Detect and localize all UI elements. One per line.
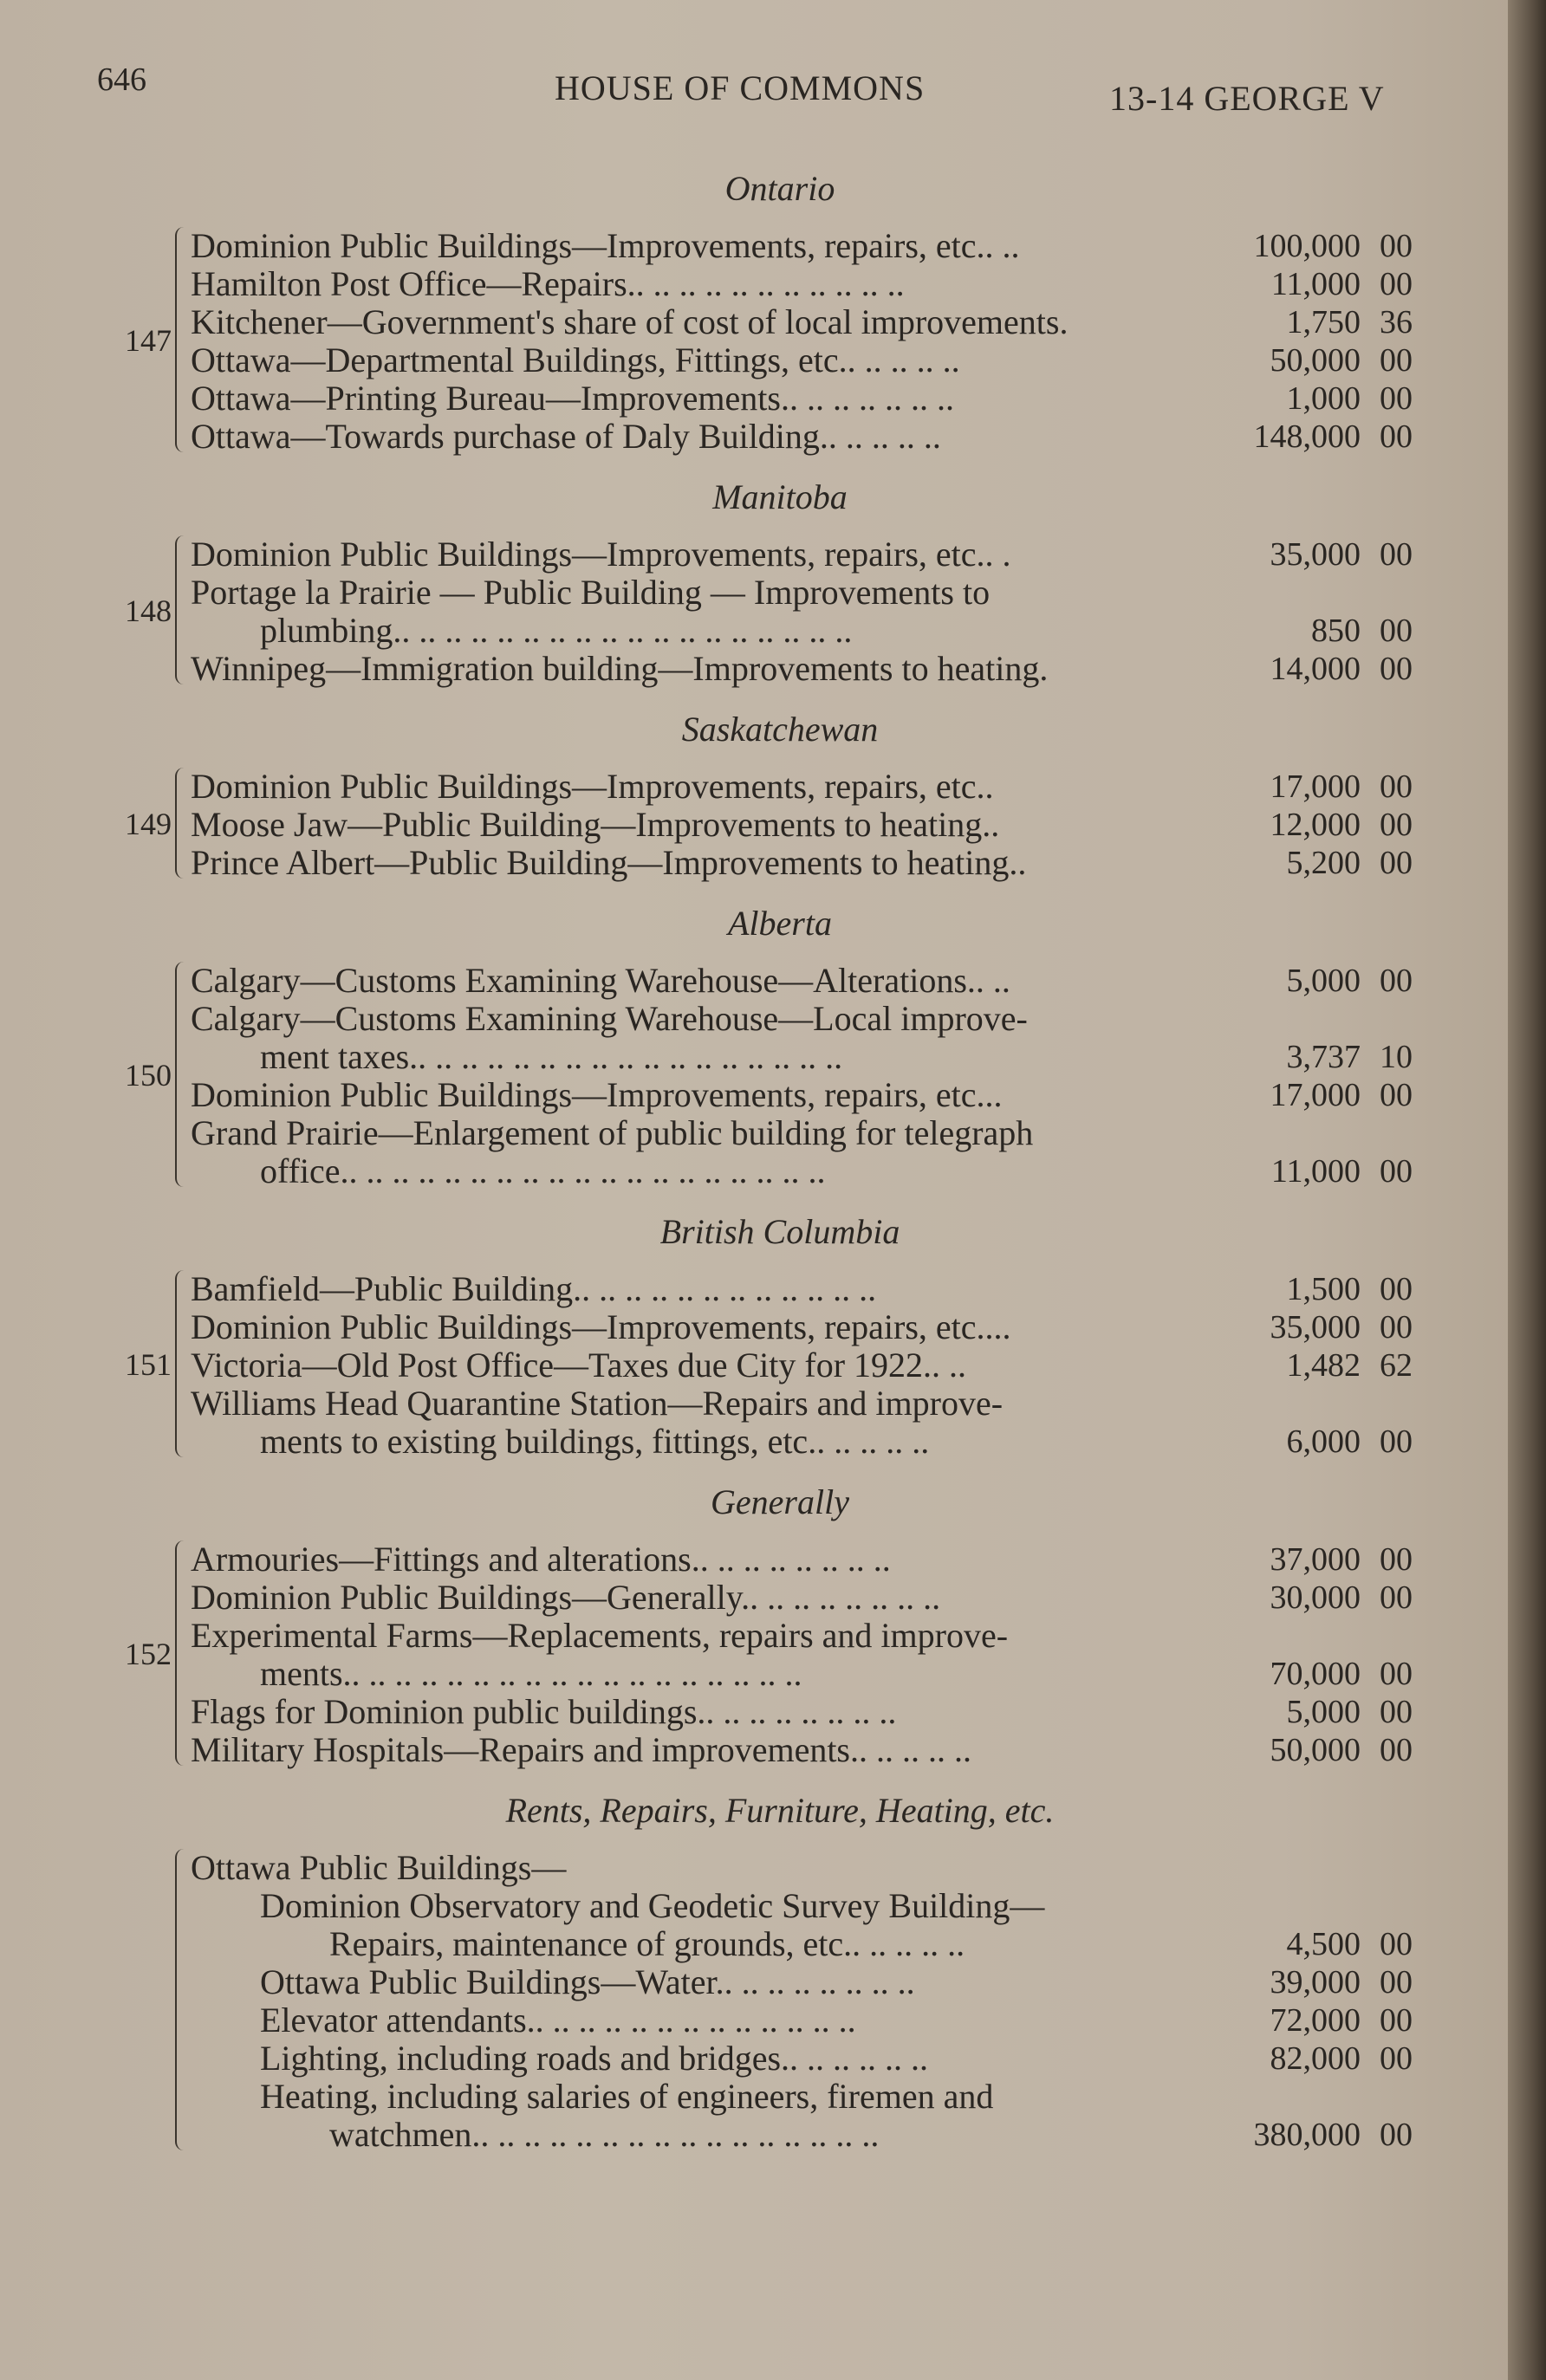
section-title: Generally: [711, 1482, 849, 1521]
item-amount: [1205, 1579, 1413, 1617]
item-amount: [1205, 768, 1413, 806]
vote-group: [87, 535, 1439, 688]
amount-dollars: 14,000: [1270, 651, 1361, 687]
amount-cents: 00: [1380, 1656, 1413, 1692]
amount-cents: 00: [1380, 807, 1413, 843]
amount-cents: 00: [1380, 2002, 1413, 2039]
amount-dollars: 82,000: [1270, 2040, 1361, 2077]
item-line: Repairs, maintenance of grounds, etc.. .. .. .. ..: [329, 1925, 965, 1963]
vote-group: [87, 768, 1439, 882]
item-description: [191, 806, 1205, 844]
amount-dollars: 11,000: [1270, 266, 1361, 302]
item-line: plumbing.. .. .. .. .. .. .. .. .. .. .. .. .. .. .. .. .. ..: [260, 612, 853, 650]
vote-number: 152: [125, 1637, 172, 1671]
item-line: Grand Prairie—Enlargement of public building for telegraph: [191, 1114, 1034, 1152]
item-description: [191, 2040, 1205, 2078]
amount-cents: 00: [1380, 1423, 1413, 1460]
item-line: Ottawa—Printing Bureau—Improvements.. .. .. .. .. .. ..: [191, 379, 954, 418]
section-title: Manitoba: [712, 477, 848, 516]
item-amount: [1205, 227, 1413, 265]
amount-dollars: 4,500: [1286, 1926, 1361, 1962]
amount-cents: 00: [1380, 380, 1413, 417]
estimates-content: [0, 147, 1508, 2154]
item-amount: [1205, 535, 1413, 574]
item-line: Dominion Public Buildings—Generally.. .. .. .. .. .. .. ..: [191, 1579, 941, 1617]
item-amount: [1205, 2116, 1413, 2154]
item-line: Experimental Farms—Replacements, repairs and improve-: [191, 1617, 1009, 1655]
item-description: [191, 1308, 1205, 1346]
item-line: Heating, including salaries of engineers, firemen and: [260, 2078, 994, 2116]
item-amount: [1205, 418, 1413, 456]
item-line: Winnipeg—Immigration building—Improvements to heating.: [191, 650, 1049, 688]
estimate-item: [191, 1114, 1439, 1190]
amount-dollars: 1,482: [1286, 1347, 1361, 1384]
amount-cents: 00: [1380, 1579, 1413, 1616]
vote-group: [87, 1270, 1439, 1461]
estimate-item: [191, 379, 1439, 418]
vote-number: 147: [125, 323, 172, 358]
item-amount: [1205, 1423, 1413, 1461]
item-description: [191, 1963, 1205, 2001]
estimate-item: [191, 303, 1439, 341]
item-amount: [1205, 1346, 1413, 1385]
amount-cents: 00: [1380, 1309, 1413, 1346]
amount-cents: 62: [1380, 1347, 1413, 1384]
vote-number: 149: [125, 807, 172, 841]
item-line: ments to existing buildings, fittings, etc.. .. .. .. ..: [260, 1423, 930, 1461]
amount-cents: 00: [1380, 1964, 1413, 2001]
section-title: Saskatchewan: [681, 710, 879, 749]
item-line: Armouries—Fittings and alterations.. .. .. .. .. .. .. ..: [191, 1540, 891, 1579]
item-amount: [1205, 1731, 1413, 1769]
item-description: [191, 1579, 1205, 1617]
page-number: 646: [97, 62, 146, 98]
section-title: British Columbia: [659, 1212, 900, 1251]
amount-dollars: 39,000: [1270, 1964, 1361, 2001]
estimate-item: [191, 1731, 1439, 1769]
item-description: [191, 418, 1205, 456]
amount-dollars: 30,000: [1270, 1579, 1361, 1616]
amount-dollars: 850: [1311, 613, 1361, 649]
amount-cents: 00: [1380, 613, 1413, 649]
item-line: office.. .. .. .. .. .. .. .. .. .. .. .. .. .. .. .. .. .. ..: [260, 1152, 826, 1190]
item-amount: [1205, 379, 1413, 418]
amount-dollars: 148,000: [1253, 418, 1361, 455]
estimate-item: [191, 844, 1439, 882]
estimate-item: [191, 1579, 1439, 1617]
amount-cents: 00: [1380, 963, 1413, 999]
estimate-item: [191, 574, 1439, 650]
item-amount: [1205, 1693, 1413, 1731]
amount-dollars: 35,000: [1270, 1309, 1361, 1346]
estimate-item: [191, 265, 1439, 303]
amount-dollars: 70,000: [1270, 1656, 1361, 1692]
vote-number: 151: [125, 1347, 172, 1382]
amount-dollars: 1,750: [1286, 304, 1361, 340]
item-line: Williams Head Quarantine Station—Repairs and improve-: [191, 1385, 1004, 1423]
item-line: Military Hospitals—Repairs and improvements.. .. .. .. ..: [191, 1731, 971, 1769]
item-amount: [1205, 303, 1413, 341]
item-description: [191, 265, 1205, 303]
item-description: [191, 1540, 1205, 1579]
amount-dollars: 5,000: [1286, 1694, 1361, 1730]
estimate-item: [191, 1617, 1439, 1693]
amount-cents: 00: [1380, 1541, 1413, 1578]
item-amount: [1205, 806, 1413, 844]
amount-cents: 00: [1380, 1271, 1413, 1307]
estimate-item: [191, 1540, 1439, 1579]
item-description: [191, 227, 1205, 265]
item-description: [191, 1346, 1205, 1385]
item-line: Ottawa Public Buildings—Water.. .. .. .. .. .. .. ..: [260, 1963, 915, 2001]
estimate-item: [191, 650, 1439, 688]
item-line: watchmen.. .. .. .. .. .. .. .. .. .. .. .. .. .. .. ..: [329, 2116, 880, 2154]
item-description: [191, 1385, 1205, 1461]
rents-group: [87, 1849, 1439, 2154]
estimate-item: [191, 962, 1439, 1000]
item-description: [191, 1693, 1205, 1731]
item-description: [191, 962, 1205, 1000]
item-line: Kitchener—Government's share of cost of local improvements.: [191, 303, 1069, 341]
estimate-item: [191, 1076, 1439, 1114]
section-title: Alberta: [728, 904, 832, 943]
estimate-item: [191, 1270, 1439, 1308]
amount-dollars: 5,000: [1286, 963, 1361, 999]
item-line: Dominion Public Buildings—Improvements, repairs, etc..: [191, 768, 994, 806]
brace: [175, 768, 185, 879]
vote-number: 150: [125, 1058, 172, 1093]
item-line: Dominion Public Buildings—Improvements, repairs, etc.. ..: [191, 227, 1020, 265]
estimate-item: [191, 806, 1439, 844]
item-description: [191, 379, 1205, 418]
item-description: [191, 1000, 1205, 1076]
amount-cents: 00: [1380, 1926, 1413, 1962]
item-line: Dominion Public Buildings—Improvements, repairs, etc...: [191, 1076, 1003, 1114]
brace: [175, 1849, 185, 2150]
estimate-item: [191, 2001, 1439, 2040]
item-description: [191, 1114, 1205, 1190]
estimate-item: [191, 418, 1439, 456]
item-line: ments.. .. .. .. .. .. .. .. .. .. .. .. .. .. .. .. .. ..: [260, 1655, 802, 1693]
section-title: Ontario: [724, 169, 835, 208]
item-description: [191, 2001, 1205, 2040]
estimate-item: [191, 1308, 1439, 1346]
item-line: Dominion Public Buildings—Improvements, repairs, etc.. .: [191, 535, 1011, 574]
estimate-item: [191, 1693, 1439, 1731]
amount-cents: 00: [1380, 1732, 1413, 1768]
amount-cents: 00: [1380, 651, 1413, 687]
brace: [175, 1270, 185, 1457]
item-amount: [1205, 1038, 1413, 1076]
brace: [175, 535, 185, 684]
amount-dollars: 50,000: [1270, 342, 1361, 379]
amount-dollars: 37,000: [1270, 1541, 1361, 1578]
amount-dollars: 12,000: [1270, 807, 1361, 843]
item-amount: [1205, 612, 1413, 650]
item-line: Ottawa—Towards purchase of Daly Building.. .. .. .. ..: [191, 418, 941, 456]
item-amount: [1205, 1152, 1413, 1190]
estimate-item: [191, 535, 1439, 574]
item-line: Lighting, including roads and bridges.. .. .. .. .. ..: [260, 2040, 929, 2078]
item-line: ment taxes.. .. .. .. .. .. .. .. .. .. .. .. .. .. .. .. ..: [260, 1038, 843, 1076]
amount-cents: 00: [1380, 1077, 1413, 1113]
vote-number: 148: [125, 593, 172, 628]
item-line: Hamilton Post Office—Repairs.. .. .. .. .. .. .. .. .. .. ..: [191, 265, 905, 303]
vote-items: [191, 535, 1439, 688]
amount-cents: 00: [1380, 845, 1413, 881]
vote-items: [191, 962, 1439, 1190]
item-line: Calgary—Customs Examining Warehouse—Local improve-: [191, 1000, 1028, 1038]
item-line: Bamfield—Public Building.. .. .. .. .. .. .. .. .. .. .. ..: [191, 1270, 877, 1308]
item-amount: [1205, 341, 1413, 379]
item-description: [191, 341, 1205, 379]
item-description: [191, 844, 1205, 882]
brace: [175, 1540, 185, 1766]
item-line: Dominion Public Buildings—Improvements, repairs, etc....: [191, 1308, 1011, 1346]
amount-cents: 00: [1380, 266, 1413, 302]
subheading: Ottawa Public Buildings—: [191, 1848, 567, 1887]
amount-dollars: 17,000: [1270, 768, 1361, 805]
estimate-item: [191, 1887, 1439, 1963]
item-line: Elevator attendants.. .. .. .. .. .. .. .. .. .. .. .. ..: [260, 2001, 856, 2040]
amount-dollars: 6,000: [1286, 1423, 1361, 1460]
estimate-item: [191, 1963, 1439, 2001]
estimate-item: [191, 227, 1439, 265]
amount-cents: 00: [1380, 228, 1413, 264]
item-description: [191, 1076, 1205, 1114]
item-line: Flags for Dominion public buildings.. .. .. .. .. .. .. ..: [191, 1693, 897, 1731]
item-description: [191, 1270, 1205, 1308]
vote-items: [191, 768, 1439, 882]
item-amount: [1205, 650, 1413, 688]
item-amount: [1205, 1076, 1413, 1114]
amount-cents: 00: [1380, 342, 1413, 379]
item-description: [191, 574, 1205, 650]
item-line: Victoria—Old Post Office—Taxes due City for 1922.. ..: [191, 1346, 967, 1385]
item-line: Ottawa—Departmental Buildings, Fittings, etc.. .. .. .. ..: [191, 341, 960, 379]
item-description: [191, 303, 1205, 341]
item-description: [191, 535, 1205, 574]
item-description: [191, 650, 1205, 688]
vote-items: [191, 227, 1439, 456]
amount-dollars: 11,000: [1270, 1153, 1361, 1190]
amount-dollars: 3,737: [1286, 1039, 1361, 1075]
amount-dollars: 100,000: [1253, 228, 1361, 264]
item-line: Calgary—Customs Examining Warehouse—Alterations.. ..: [191, 962, 1010, 1000]
item-description: [191, 2078, 1205, 2154]
amount-dollars: 1,500: [1286, 1271, 1361, 1307]
section-title: Rents, Repairs, Furniture, Heating, etc.: [505, 1791, 1055, 1830]
item-description: [191, 1617, 1205, 1693]
rents-items: [191, 1849, 1439, 2154]
item-description: [191, 768, 1205, 806]
vote-items: [191, 1540, 1439, 1769]
brace: [175, 227, 185, 452]
item-amount: [1205, 2001, 1413, 2040]
estimate-item: [191, 768, 1439, 806]
page-header: [0, 61, 1508, 121]
item-amount: [1205, 1655, 1413, 1693]
item-line: Prince Albert—Public Building—Improvements to heating..: [191, 844, 1027, 882]
estimate-item: [191, 1346, 1439, 1385]
amount-dollars: 50,000: [1270, 1732, 1361, 1768]
item-line: Portage la Prairie — Public Building — Improvements to: [191, 574, 991, 612]
amount-dollars: 72,000: [1270, 2002, 1361, 2039]
estimate-item: [191, 2078, 1439, 2154]
amount-cents: 00: [1380, 418, 1413, 455]
item-description: [191, 1887, 1205, 1963]
item-amount: [1205, 1270, 1413, 1308]
item-amount: [1205, 1540, 1413, 1579]
item-amount: [1205, 962, 1413, 1000]
estimate-item: [191, 1000, 1439, 1076]
amount-cents: 00: [1380, 2040, 1413, 2077]
item-amount: [1205, 265, 1413, 303]
item-amount: [1205, 1925, 1413, 1963]
item-amount: [1205, 1308, 1413, 1346]
item-line: Moose Jaw—Public Building—Improvements to heating..: [191, 806, 1000, 844]
brace: [175, 962, 185, 1187]
amount-dollars: 17,000: [1270, 1077, 1361, 1113]
item-amount: [1205, 844, 1413, 882]
estimate-item: [191, 1385, 1439, 1461]
vote-group: [87, 962, 1439, 1190]
amount-dollars: 380,000: [1253, 2117, 1361, 2153]
amount-dollars: 35,000: [1270, 536, 1361, 573]
estimate-item: [191, 2040, 1439, 2078]
item-description: [191, 1731, 1205, 1769]
page-title: HOUSE OF COMMONS: [555, 68, 926, 107]
amount-cents: 00: [1380, 1694, 1413, 1730]
item-line: Dominion Observatory and Geodetic Survey Building—: [260, 1887, 1045, 1925]
amount-cents: 00: [1380, 2117, 1413, 2153]
amount-cents: 10: [1380, 1039, 1413, 1075]
amount-cents: 00: [1380, 768, 1413, 805]
vote-group: [87, 227, 1439, 456]
book-spine: [1508, 0, 1546, 2380]
session-label: 13-14 GEORGE V: [1109, 79, 1385, 118]
amount-dollars: 5,200: [1286, 845, 1361, 881]
amount-dollars: 1,000: [1286, 380, 1361, 417]
amount-cents: 00: [1380, 1153, 1413, 1190]
item-amount: [1205, 1963, 1413, 2001]
vote-group: [87, 1540, 1439, 1769]
amount-cents: 36: [1380, 304, 1413, 340]
item-amount: [1205, 2040, 1413, 2078]
amount-cents: 00: [1380, 536, 1413, 573]
vote-items: [191, 1270, 1439, 1461]
estimate-item: [191, 341, 1439, 379]
